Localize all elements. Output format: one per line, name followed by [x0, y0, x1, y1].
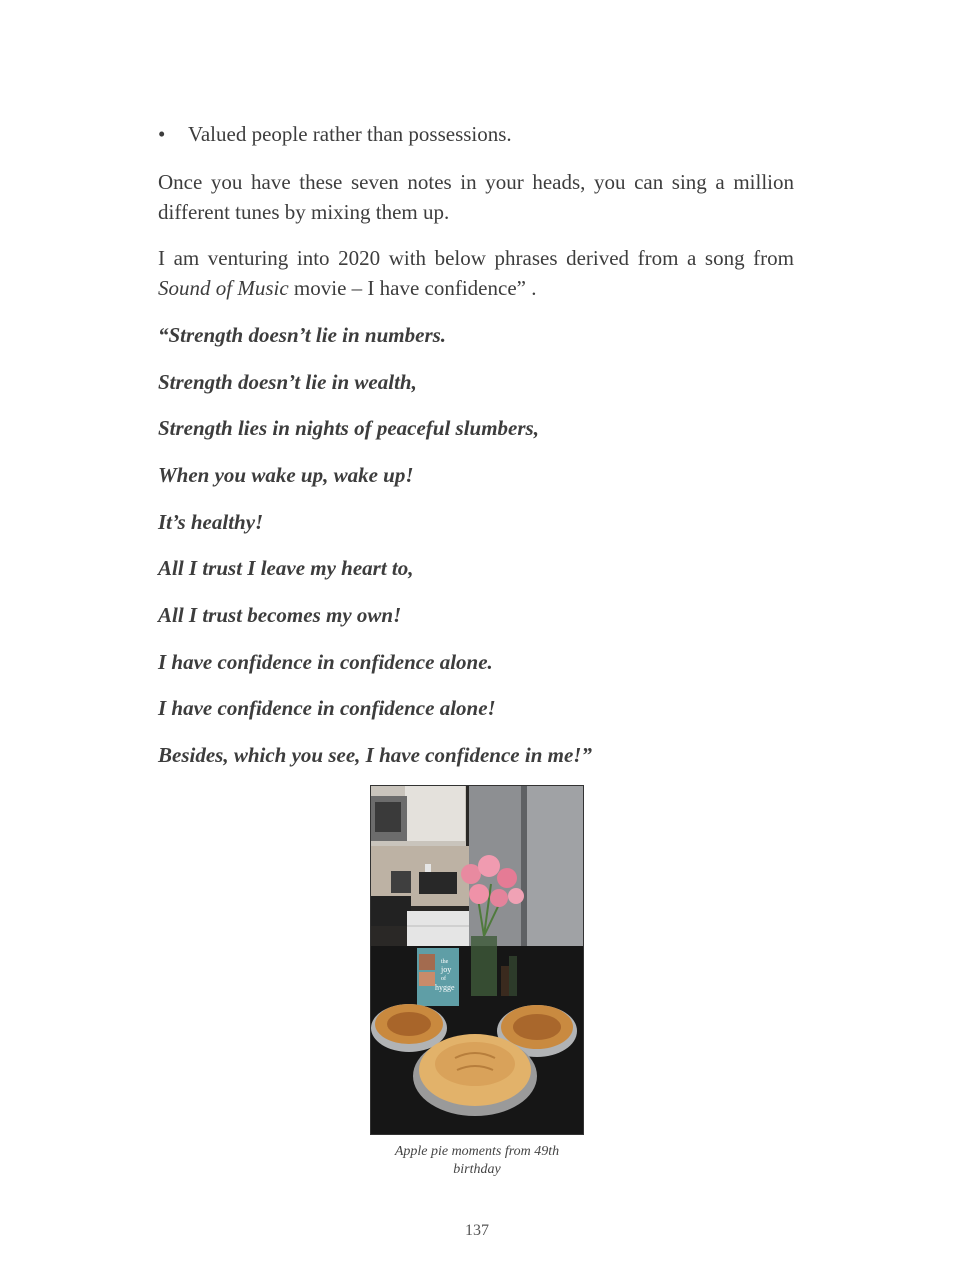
- quote-line: Besides, which you see, I have confidence in me!”: [158, 743, 592, 767]
- figure-caption: [370, 1143, 584, 1179]
- figure-caption-line1: Apple pie moments from 49th: [394, 1144, 560, 1159]
- quote-line: Strength lies in nights of peaceful slumbers,: [158, 416, 539, 440]
- bullet-symbol: •: [158, 122, 166, 146]
- book-cover-of: of: [441, 976, 446, 982]
- quote-line: When you wake up, wake up!: [158, 463, 414, 487]
- paragraph-venturing-end: movie – I have confidence” .: [288, 276, 537, 300]
- bullet-text: Valued people rather than possessions.: [188, 122, 512, 146]
- figure-caption-line2: birthday: [453, 1162, 501, 1177]
- movie-title: Sound of Music: [158, 276, 289, 300]
- book-cover-the: the: [441, 959, 449, 965]
- quote-line: All I trust becomes my own!: [158, 603, 402, 627]
- quote-line: It’s healthy!: [158, 510, 264, 534]
- apple-pie-photo: [370, 785, 584, 1135]
- quote-line: All I trust I leave my heart to,: [158, 556, 414, 580]
- quote-line: I have confidence in confidence alone!: [158, 696, 496, 720]
- quote-line: I have confidence in confidence alone.: [158, 650, 493, 674]
- book-cover-hygge: hygge: [435, 983, 455, 992]
- quote-line: Strength doesn’t lie in wealth,: [158, 370, 417, 394]
- paragraph-venturing: [158, 243, 794, 303]
- quote-line: “Strength doesn’t lie in numbers.: [158, 323, 447, 347]
- page-number: 137: [465, 1222, 489, 1239]
- paragraph-seven-notes: Once you have these seven notes in your heads, you can sing a million different tunes by mixing them up.: [158, 170, 794, 224]
- book-cover-joy: joy: [441, 965, 452, 974]
- paragraph-venturing-start: I am venturing into 2020 with below phrases derived from a song from: [158, 246, 794, 270]
